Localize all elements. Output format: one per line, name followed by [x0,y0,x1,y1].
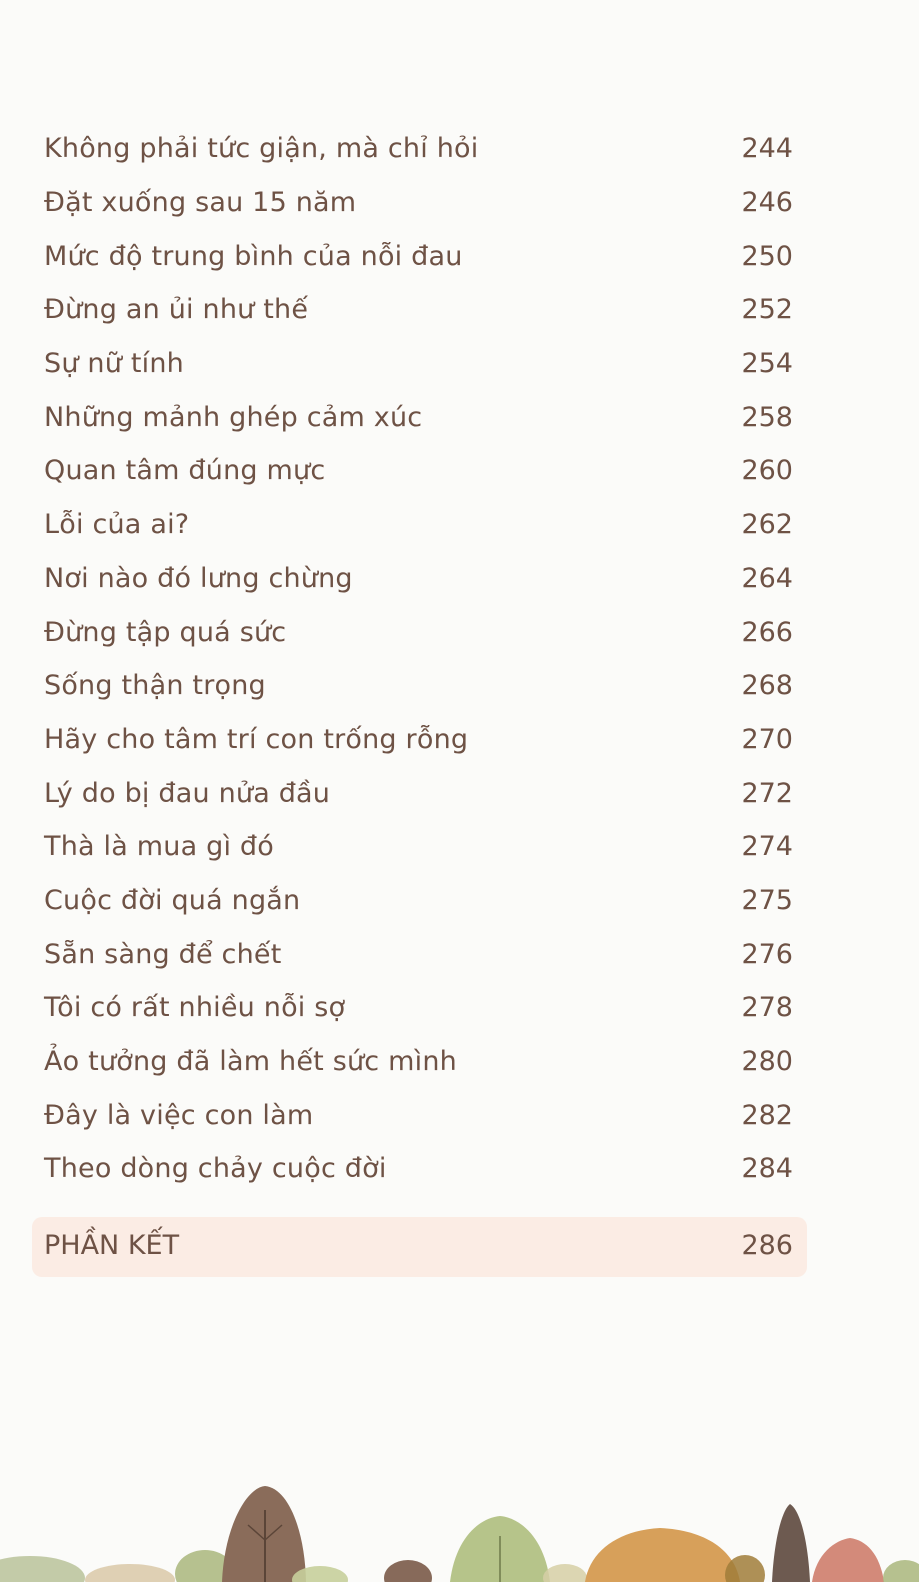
toc-entry-page: 250 [741,240,793,272]
toc-entry-page: 244 [741,133,793,165]
toc-entry-page: 252 [741,294,793,326]
toc-entry-page: 282 [741,1099,793,1131]
bush-shape [883,1560,919,1582]
toc-entry[interactable] [0,1142,919,1196]
toc-entry[interactable] [0,390,919,444]
toc-entry-title: Không phải tức giận, mà chỉ hỏi [44,133,479,165]
toc-entry-page: 270 [741,723,793,755]
toc-entry-page: 274 [741,831,793,863]
toc-entry-title: Thà là mua gì đó [44,831,274,863]
toc-entry-page: 272 [741,777,793,809]
toc-entry-title: Đừng tập quá sức [44,616,287,648]
tree-shape [772,1504,810,1582]
toc-entry-page: 262 [741,509,793,541]
toc-entry-title: Mức độ trung bình của nỗi đau [44,240,463,272]
toc-entry-page: 266 [741,616,793,648]
toc-entry-page: 246 [741,187,793,219]
bush-shape [725,1555,765,1582]
toc-entry[interactable] [0,176,919,230]
toc-entry-title: Quan tâm đúng mực [44,455,326,487]
toc-entry-title: Đây là việc con làm [44,1099,314,1131]
toc-entry-title: Sự nữ tính [44,348,184,380]
bush-shape [85,1564,175,1582]
toc-entry[interactable] [0,337,919,391]
toc-entry-title: Sẵn sàng để chết [44,938,282,970]
bush-shape [0,1556,85,1582]
tree-shape [585,1528,740,1582]
toc-entry[interactable] [0,498,919,552]
table-of-contents [0,122,919,1196]
toc-entry[interactable] [0,552,919,606]
toc-entry[interactable] [0,229,919,283]
toc-entry-page: 284 [741,1153,793,1185]
toc-entry-title: Lý do bị đau nửa đầu [44,777,331,809]
toc-entry-page: 264 [741,562,793,594]
toc-entry[interactable] [0,874,919,928]
bush-shape [543,1564,587,1582]
toc-entry[interactable] [0,927,919,981]
watercolor-trees-illustration [0,1470,919,1582]
toc-entry[interactable] [0,605,919,659]
toc-entry-title: Hãy cho tâm trí con trống rỗng [44,723,469,755]
toc-entry-page: 260 [741,455,793,487]
toc-entry[interactable] [0,122,919,176]
toc-entry-title: Nơi nào đó lưng chừng [44,562,353,594]
bush-shape [384,1560,432,1582]
toc-entry-page: 275 [741,884,793,916]
toc-entry-page: 258 [741,401,793,433]
toc-entry[interactable] [0,1035,919,1089]
toc-entry[interactable] [0,444,919,498]
toc-entry-title: Cuộc đời quá ngắn [44,884,301,916]
ending-title: PHẦN KẾT [44,1230,180,1261]
ending-page: 286 [741,1230,793,1261]
toc-entry-page: 268 [741,670,793,702]
toc-entry[interactable] [0,713,919,767]
toc-entry[interactable] [0,820,919,874]
toc-entry[interactable] [0,766,919,820]
toc-entry-page: 278 [741,992,793,1024]
toc-entry-title: Lỗi của ai? [44,509,190,541]
toc-entry-title: Những mảnh ghép cảm xúc [44,401,423,433]
tree-shape [812,1538,884,1582]
toc-entry[interactable] [0,1088,919,1142]
toc-entry-page: 280 [741,1046,793,1078]
toc-entry-title: Tôi có rất nhiều nỗi sợ [44,992,346,1024]
toc-entry[interactable] [0,283,919,337]
toc-entry[interactable] [0,981,919,1035]
toc-entry-title: Đặt xuống sau 15 năm [44,187,357,219]
toc-ending-entry[interactable] [32,1217,807,1277]
toc-entry-page: 254 [741,348,793,380]
toc-entry[interactable] [0,659,919,713]
toc-entry-title: Theo dòng chảy cuộc đời [44,1153,387,1185]
toc-entry-title: Đừng an ủi như thế [44,294,309,326]
toc-entry-title: Sống thận trọng [44,670,266,702]
toc-entry-page: 276 [741,938,793,970]
toc-entry-title: Ảo tưởng đã làm hết sức mình [44,1046,457,1078]
